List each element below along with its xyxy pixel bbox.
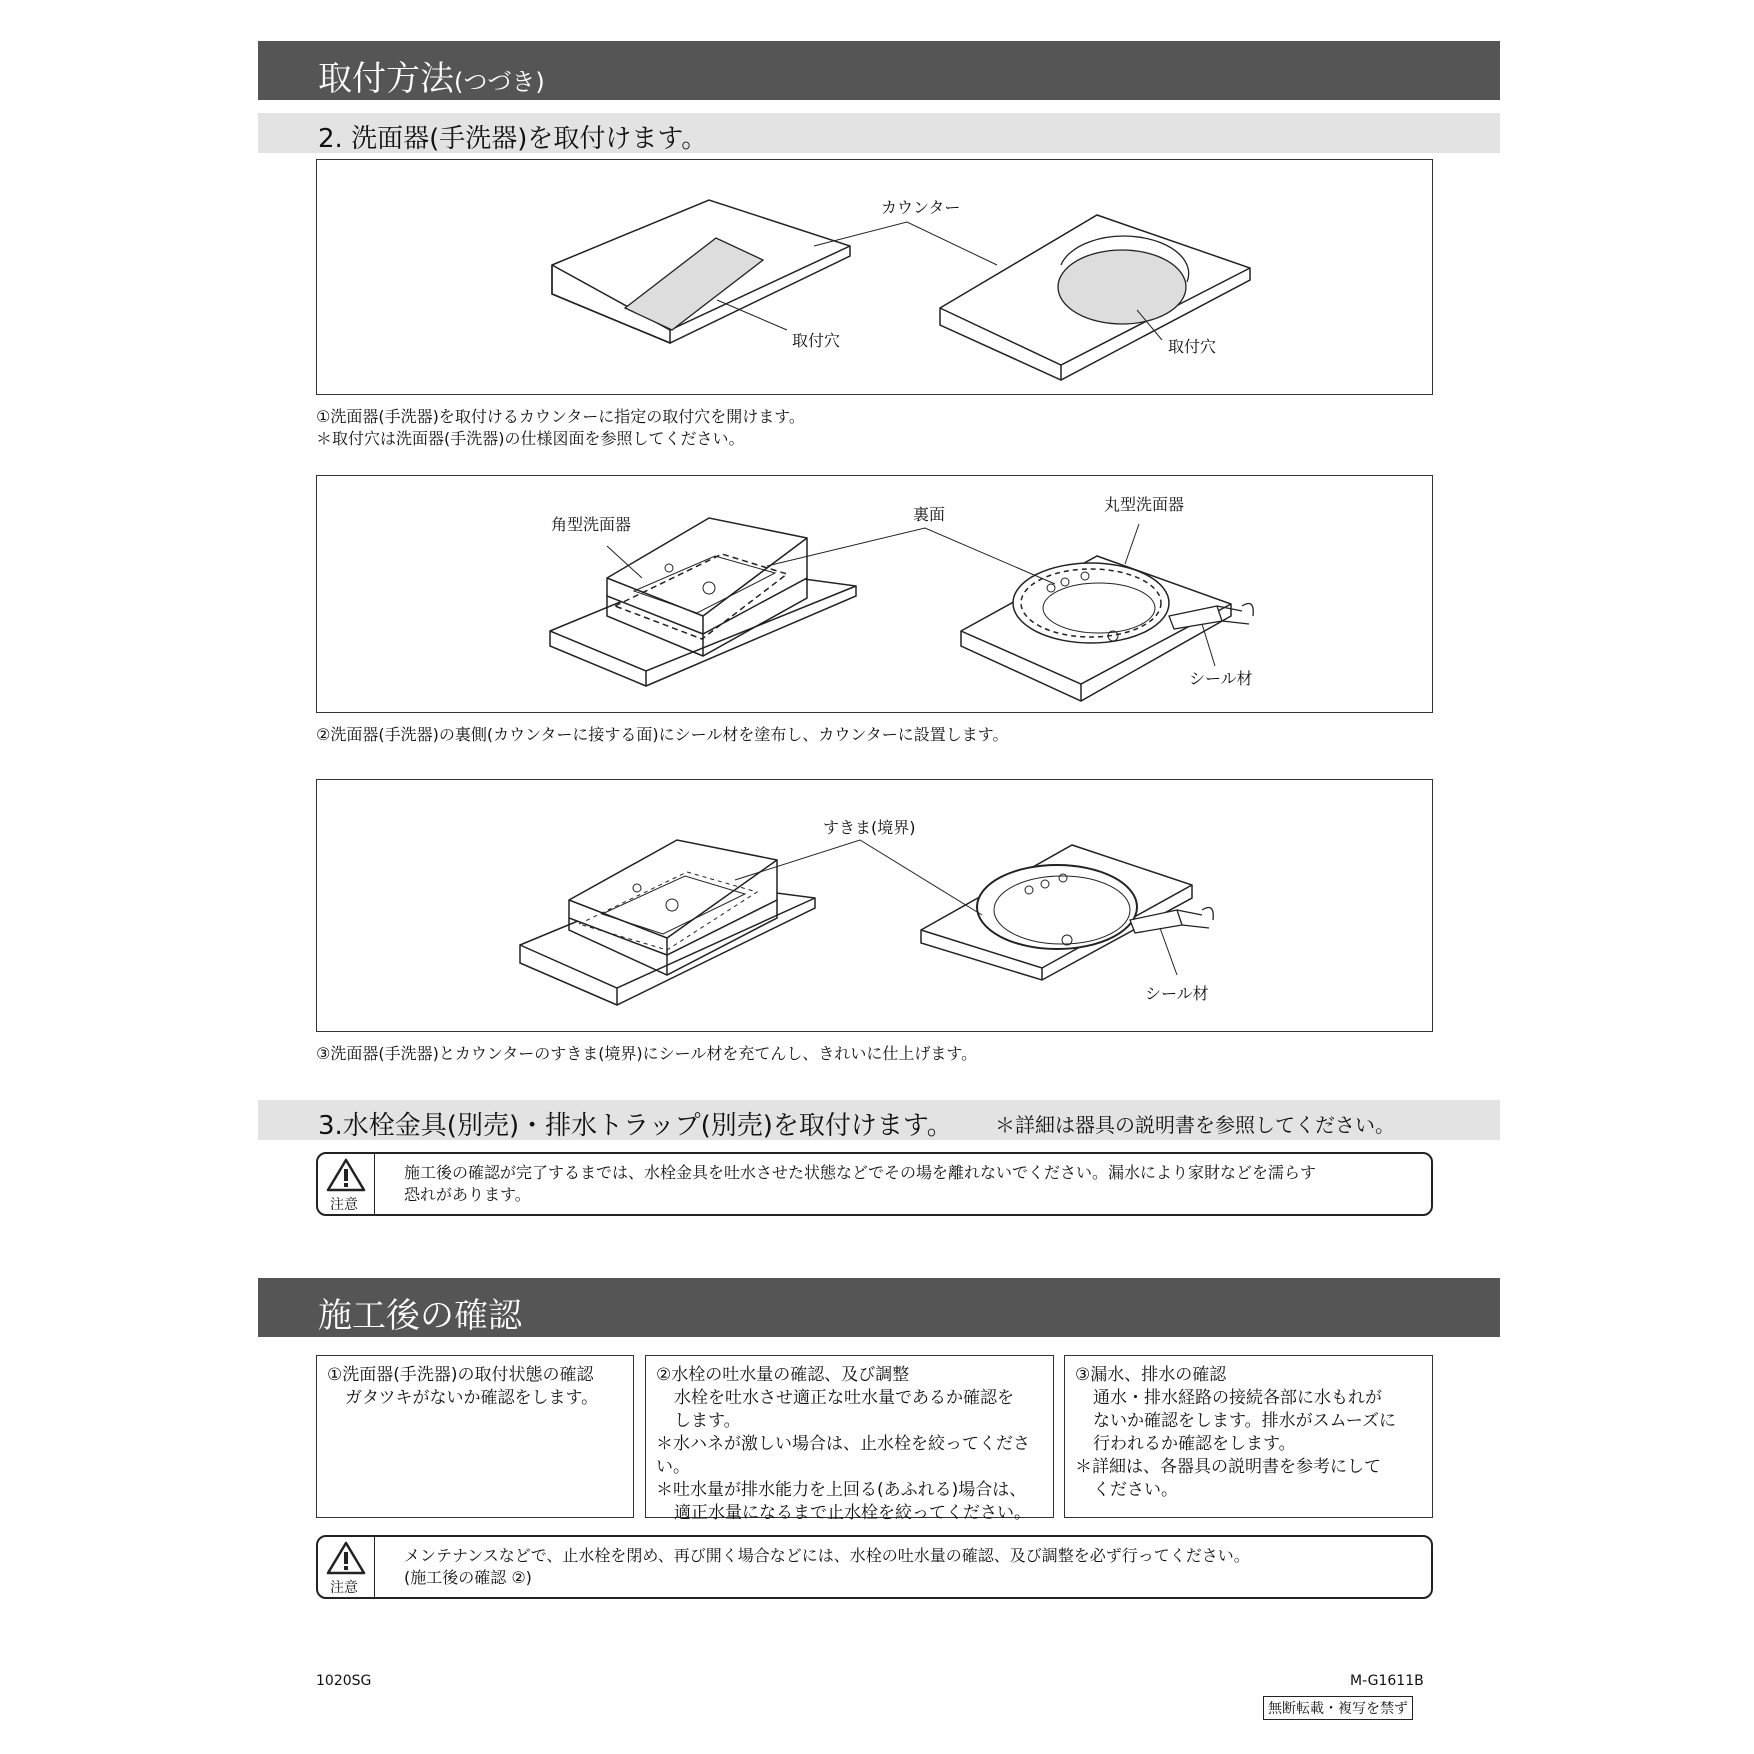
fig3-caption: ③洗面器(手洗器)とカウンターのすきま(境界)にシール材を充てんし、きれいに仕上げます。 [316,1044,978,1063]
check-box-1 [316,1355,634,1518]
footer-left-code: 1020SG [316,1673,372,1689]
check-2-line-1: 水栓を吐水させ適正な吐水量であるか確認を [674,1388,1014,1408]
section-title: 取付方法 [318,59,454,99]
figure-1-drawing [317,160,1434,396]
figure-2-drawing [317,476,1434,714]
caution-label: 注意 [330,1580,358,1596]
step2-heading-bar [258,113,1500,153]
caution-line-1: メンテナンスなどで、止水栓を閉め、再び開く場合などには、水栓の吐水量の確認、及び調整を必ず行ってください。 [404,1546,1250,1565]
fig2-caption: ②洗面器(手洗器)の裏側(カウンターに接する面)にシール材を塗布し、カウンターに設置します。 [316,725,1009,744]
caution-label: 注意 [330,1197,358,1213]
warning-triangle-icon [326,1541,366,1575]
check-3-note-1b: ください。 [1093,1480,1178,1500]
check-1-line-1: ガタツキがないか確認をします。 [345,1388,599,1408]
check-3-line-2: ないか確認をします。排水がスムーズに [1093,1411,1396,1431]
step3-heading: 3.水栓金具(別売)・排水トラップ(別売)を取付けます。 [318,1111,953,1141]
after-title: 施工後の確認 [318,1296,522,1336]
label-round-basin: 丸型洗面器 [1104,495,1185,514]
check-1-title: ①洗面器(手洗器)の取付状態の確認 [327,1365,594,1385]
step2-heading: 2. 洗面器(手洗器)を取付けます。 [318,124,708,154]
figure-1 [316,159,1433,395]
label-sealant: シール材 [1145,984,1209,1003]
section-title-suffix: (つづき) [454,68,545,96]
check-2-note-1: ＊水ハネが激しい場合は、止水栓を絞ってください。 [656,1434,1030,1477]
check-3-line-1: 通水・排水経路の接続各部に水もれが [1093,1388,1382,1408]
check-2-note-2b: 適正水量になるまで止水栓を絞ってください。 [674,1503,1031,1523]
check-2-line-2: します。 [674,1411,741,1431]
footer-right-code: M-G1611B [1350,1673,1424,1689]
check-2-title: ②水栓の吐水量の確認、及び調整 [656,1365,910,1385]
check-box-2 [645,1355,1054,1523]
label-gap: すきま(境界) [823,818,916,837]
step3-note: ＊詳細は器具の説明書を参照してください。 [995,1113,1395,1137]
caution-box-2 [316,1535,1433,1599]
check-3-title: ③漏水、排水の確認 [1075,1365,1227,1385]
caution-line-2: 恐れがあります。 [404,1185,531,1204]
copyright-stamp: 無断転載・複写を禁ず [1263,1696,1413,1720]
round-basin [1013,563,1169,643]
label-sealant: シール材 [1189,669,1253,688]
round-basin [977,865,1137,949]
section-header-install [258,41,1500,100]
label-counter: カウンター [881,198,961,217]
fig1-caption-1: ①洗面器(手洗器)を取付けるカウンターに指定の取付穴を開けます。 [316,407,805,426]
round-hole [1058,250,1186,324]
label-square-basin: 角型洗面器 [551,515,632,534]
caution-line-1: 施工後の確認が完了するまでは、水栓金具を吐水させた状態などでその場を離れないでください。漏水により家財などを濡らす [404,1163,1317,1182]
fig1-caption-2: ＊取付穴は洗面器(手洗器)の仕様図面を参照してください。 [316,429,745,448]
caution-line-2: (施工後の確認 ②) [404,1568,532,1587]
check-3-line-3: 行われるか確認をします。 [1093,1434,1296,1454]
label-back-surface: 裏面 [913,505,946,524]
check-box-3 [1064,1355,1433,1518]
label-hole-left: 取付穴 [792,331,841,350]
figure-3 [316,779,1433,1032]
warning-triangle-icon [326,1158,366,1192]
check-3-note-1a: ＊詳細は、各器具の説明書を参考にして [1075,1457,1381,1477]
caution-box-1 [316,1152,1433,1216]
section-header-after [258,1278,1500,1337]
label-hole-right: 取付穴 [1168,337,1217,356]
check-2-note-2a: ＊吐水量が排水能力を上回る(あふれる)場合は、 [656,1480,1027,1500]
step3-heading-bar [258,1100,1500,1140]
figure-2 [316,475,1433,713]
